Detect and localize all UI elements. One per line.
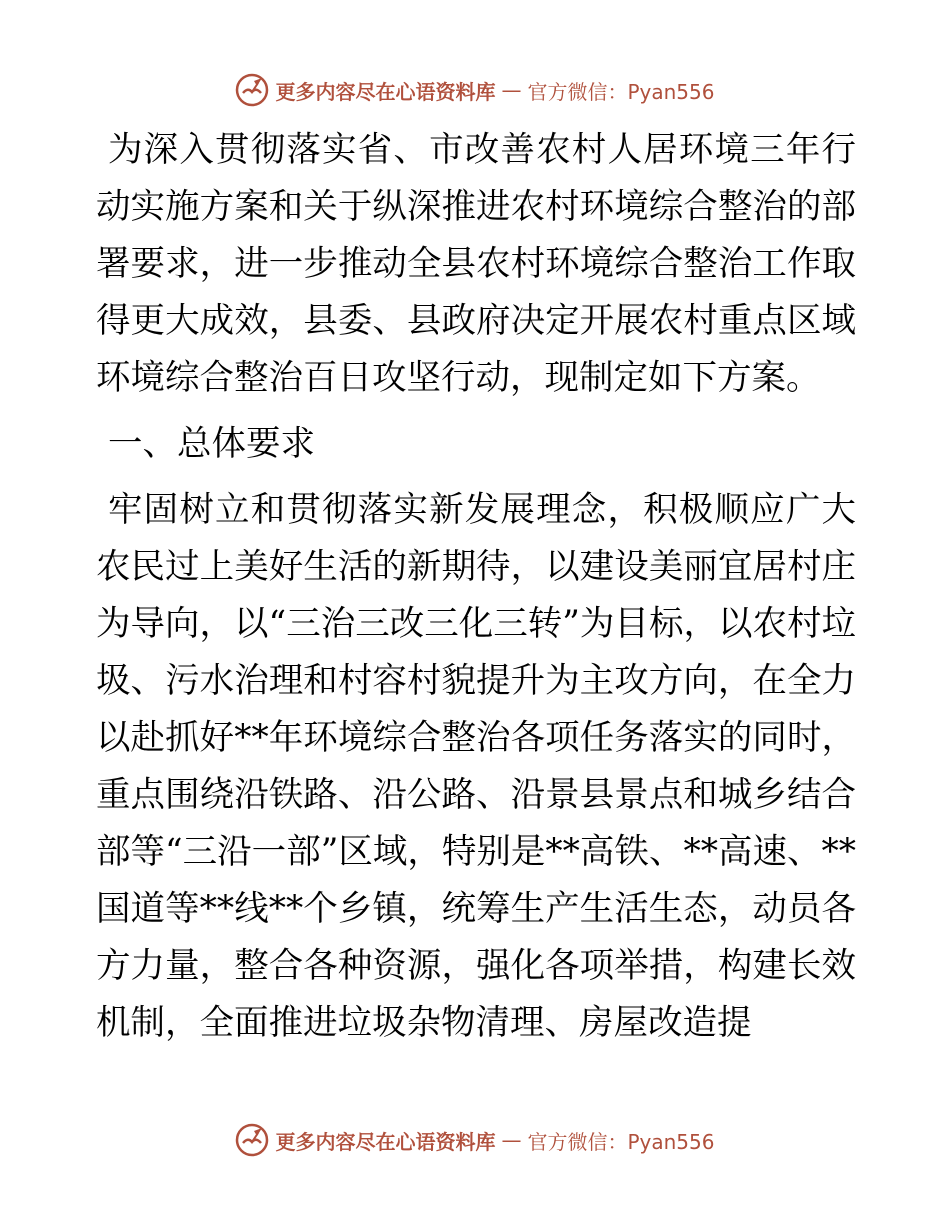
header-watermark [0,70,950,110]
watermark-brand-text: 更多内容尽在心语资料库 [275,1129,496,1154]
watermark-separator: — [501,78,522,102]
book-pen-logo-icon [235,73,269,107]
section-paragraph: 牢固树立和贯彻落实新发展理念，积极顺应广大农民过上美好生活的新期待，以建设美丽宜居村庄为导向，以“三治三改三化三转”为目标，以农村垃圾、污水治理和村容村貌提升为主攻方向，在全力以赴抓好**年环境综合整治各项任务落实的同时，重点围绕沿铁路、沿公路、沿景县景点和城乡结合部等“三沿一部”区域，特别是**高铁、**高速、**国道等**线**个乡镇，统筹生产生活生态，动员各方力量，整合各种资源，强化各项举措，构建长效机制，全面推进垃圾杂物清理、房屋改造提 [96,490,856,1043]
watermark-contact-text: 官方微信：Pyan556 [527,79,715,104]
watermark-brand-text: 更多内容尽在心语资料库 [275,79,496,104]
book-pen-logo-icon [235,1123,269,1157]
watermark-separator: — [501,1128,522,1152]
section-heading: 一、总体要求 [108,424,315,464]
footer-watermark [0,1120,950,1160]
watermark-contact-text: 官方微信：Pyan556 [527,1129,715,1154]
document-body [96,122,856,1052]
intro-paragraph: 为深入贯彻落实省、市改善农村人居环境三年行动实施方案和关于纵深推进农村环境综合整治的部署要求，进一步推动全县农村环境综合整治工作取得更大成效，县委、县政府决定开展农村重点区域环境综合整治百日攻坚行动，现制定如下方案。 [96,130,856,398]
